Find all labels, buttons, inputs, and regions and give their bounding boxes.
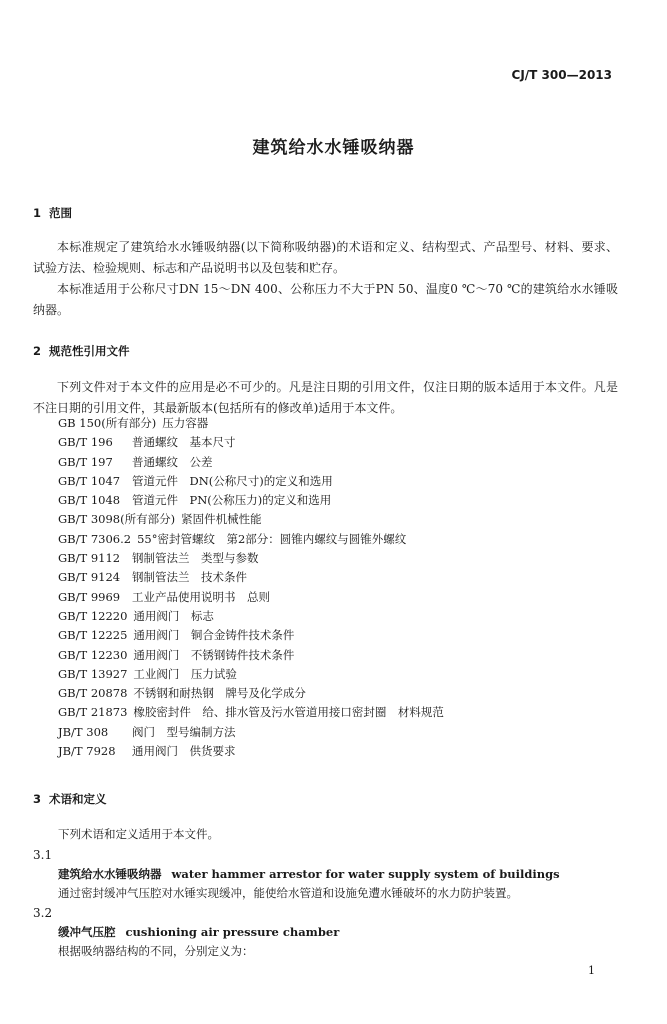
reference-item bbox=[58, 473, 444, 492]
reference-code: GB/T 197 bbox=[58, 454, 113, 469]
reference-item bbox=[58, 743, 444, 762]
section-number: 3 bbox=[33, 792, 42, 806]
reference-title: 通用阀门 标志 bbox=[133, 608, 214, 623]
document-title: 建筑给水水锤吸纳器 bbox=[252, 138, 415, 158]
reference-code: GB/T 12230 bbox=[58, 647, 128, 662]
term-heading bbox=[58, 866, 560, 882]
section-1-paragraph-1: 本标准规定了建筑给水水锤吸纳器(以下简称吸纳器)的术语和定义、结构型式、产品型号、材料、要求、试验方法、检验规则、标志和产品说明书以及包装和贮存。 bbox=[33, 240, 618, 275]
reference-code: GB/T 196 bbox=[58, 435, 113, 450]
section-3-heading bbox=[33, 791, 107, 807]
reference-item bbox=[58, 589, 444, 608]
section-3-intro: 下列术语和定义适用于本文件。 bbox=[58, 827, 219, 841]
reference-item bbox=[58, 492, 444, 511]
reference-code: GB/T 3098(所有部分) bbox=[58, 512, 176, 527]
reference-code: GB/T 12225 bbox=[58, 628, 128, 643]
section-2-intro: 下列文件对于本文件的应用是必不可少的。凡是注日期的引用文件，仅注日期的版本适用于本文件。凡是不注日期的引用文件，其最新版本(包括所有的修改单)适用于本文件。 bbox=[33, 380, 618, 415]
reference-item bbox=[58, 511, 444, 530]
section-title: 术语和定义 bbox=[49, 792, 107, 806]
reference-title: 管道元件 DN(公称尺寸)的定义和选用 bbox=[132, 473, 333, 488]
reference-title: 紧固件机械性能 bbox=[181, 512, 262, 527]
reference-title: 阀门 型号编制方法 bbox=[132, 724, 236, 739]
reference-item bbox=[58, 550, 444, 569]
section-number: 2 bbox=[33, 344, 42, 358]
reference-item bbox=[58, 454, 444, 473]
standard-code: CJ/T 300—2013 bbox=[511, 68, 612, 82]
reference-title: 普通螺纹 基本尺寸 bbox=[132, 435, 236, 450]
reference-item bbox=[58, 569, 444, 588]
term-definition: 根据吸纳器结构的不同，分别定义为： bbox=[58, 944, 254, 958]
reference-item bbox=[58, 434, 444, 453]
reference-code: GB/T 9112 bbox=[58, 551, 121, 566]
page-number: 1 bbox=[588, 964, 595, 977]
term-heading bbox=[58, 924, 339, 940]
reference-title: 工业产品使用说明书 总则 bbox=[132, 589, 270, 604]
term-zh: 缓冲气压腔 bbox=[58, 925, 116, 939]
reference-code: JB/T 308 bbox=[58, 724, 109, 739]
reference-title: 压力容器 bbox=[162, 416, 209, 430]
section-1-heading bbox=[33, 205, 72, 221]
reference-code: GB/T 20878 bbox=[58, 686, 128, 701]
reference-code: GB/T 12220 bbox=[58, 608, 128, 623]
term-en: cushioning air pressure chamber bbox=[125, 925, 340, 939]
reference-code: GB/T 13927 bbox=[58, 666, 128, 681]
reference-item bbox=[58, 647, 444, 666]
term-number: 3.1 bbox=[33, 848, 53, 862]
section-2-heading bbox=[33, 343, 130, 359]
reference-item bbox=[58, 531, 444, 550]
term-zh: 建筑给水水锤吸纳器 bbox=[58, 867, 162, 881]
reference-item bbox=[58, 666, 444, 685]
reference-item bbox=[58, 415, 444, 434]
section-title: 范围 bbox=[49, 206, 72, 220]
reference-item bbox=[58, 685, 444, 704]
reference-title: 通用阀门 铜合金铸件技术条件 bbox=[133, 628, 295, 643]
reference-code: JB/T 7928 bbox=[58, 744, 116, 759]
reference-title: 钢制管法兰 类型与参数 bbox=[132, 551, 259, 566]
reference-title: 通用阀门 供货要求 bbox=[132, 744, 236, 759]
reference-code: GB/T 9124 bbox=[58, 570, 121, 585]
reference-item bbox=[58, 724, 444, 743]
term-number: 3.2 bbox=[33, 906, 53, 920]
reference-code: GB 150(所有部分) bbox=[58, 416, 157, 430]
reference-item bbox=[58, 608, 444, 627]
reference-item bbox=[58, 704, 444, 723]
reference-title: 55°密封管螺纹 第2部分：圆锥内螺纹与圆锥外螺纹 bbox=[137, 531, 407, 546]
reference-title: 通用阀门 不锈钢铸件技术条件 bbox=[133, 647, 295, 662]
reference-code: GB/T 7306.2 bbox=[58, 531, 132, 546]
reference-code: GB/T 1047 bbox=[58, 473, 121, 488]
reference-item bbox=[58, 627, 444, 646]
reference-title: 钢制管法兰 技术条件 bbox=[132, 570, 247, 585]
section-1-paragraph-2: 本标准适用于公称尺寸DN 15～DN 400、公称压力不大于PN 50、温度0 ℃～70 ℃的建筑给水水锤吸纳器。 bbox=[33, 282, 618, 317]
reference-code: GB/T 1048 bbox=[58, 493, 121, 508]
section-title: 规范性引用文件 bbox=[49, 344, 130, 358]
normative-references-list bbox=[58, 415, 444, 762]
term-definition: 通过密封缓冲气压腔对水锤实现缓冲，能使给水管道和设施免遭水锤破坏的水力防护装置。 bbox=[58, 886, 518, 900]
reference-title: 普通螺纹 公差 bbox=[132, 454, 213, 469]
reference-code: GB/T 9969 bbox=[58, 589, 121, 604]
section-number: 1 bbox=[33, 206, 42, 220]
reference-title: 工业阀门 压力试验 bbox=[133, 666, 237, 681]
term-en: water hammer arrestor for water supply system of buildings bbox=[171, 867, 560, 881]
reference-code: GB/T 21873 bbox=[58, 705, 128, 720]
reference-title: 管道元件 PN(公称压力)的定义和选用 bbox=[132, 493, 332, 508]
reference-title: 不锈钢和耐热钢 牌号及化学成分 bbox=[133, 686, 306, 701]
reference-title: 橡胶密封件 给、排水管及污水管道用接口密封圈 材料规范 bbox=[133, 705, 444, 720]
